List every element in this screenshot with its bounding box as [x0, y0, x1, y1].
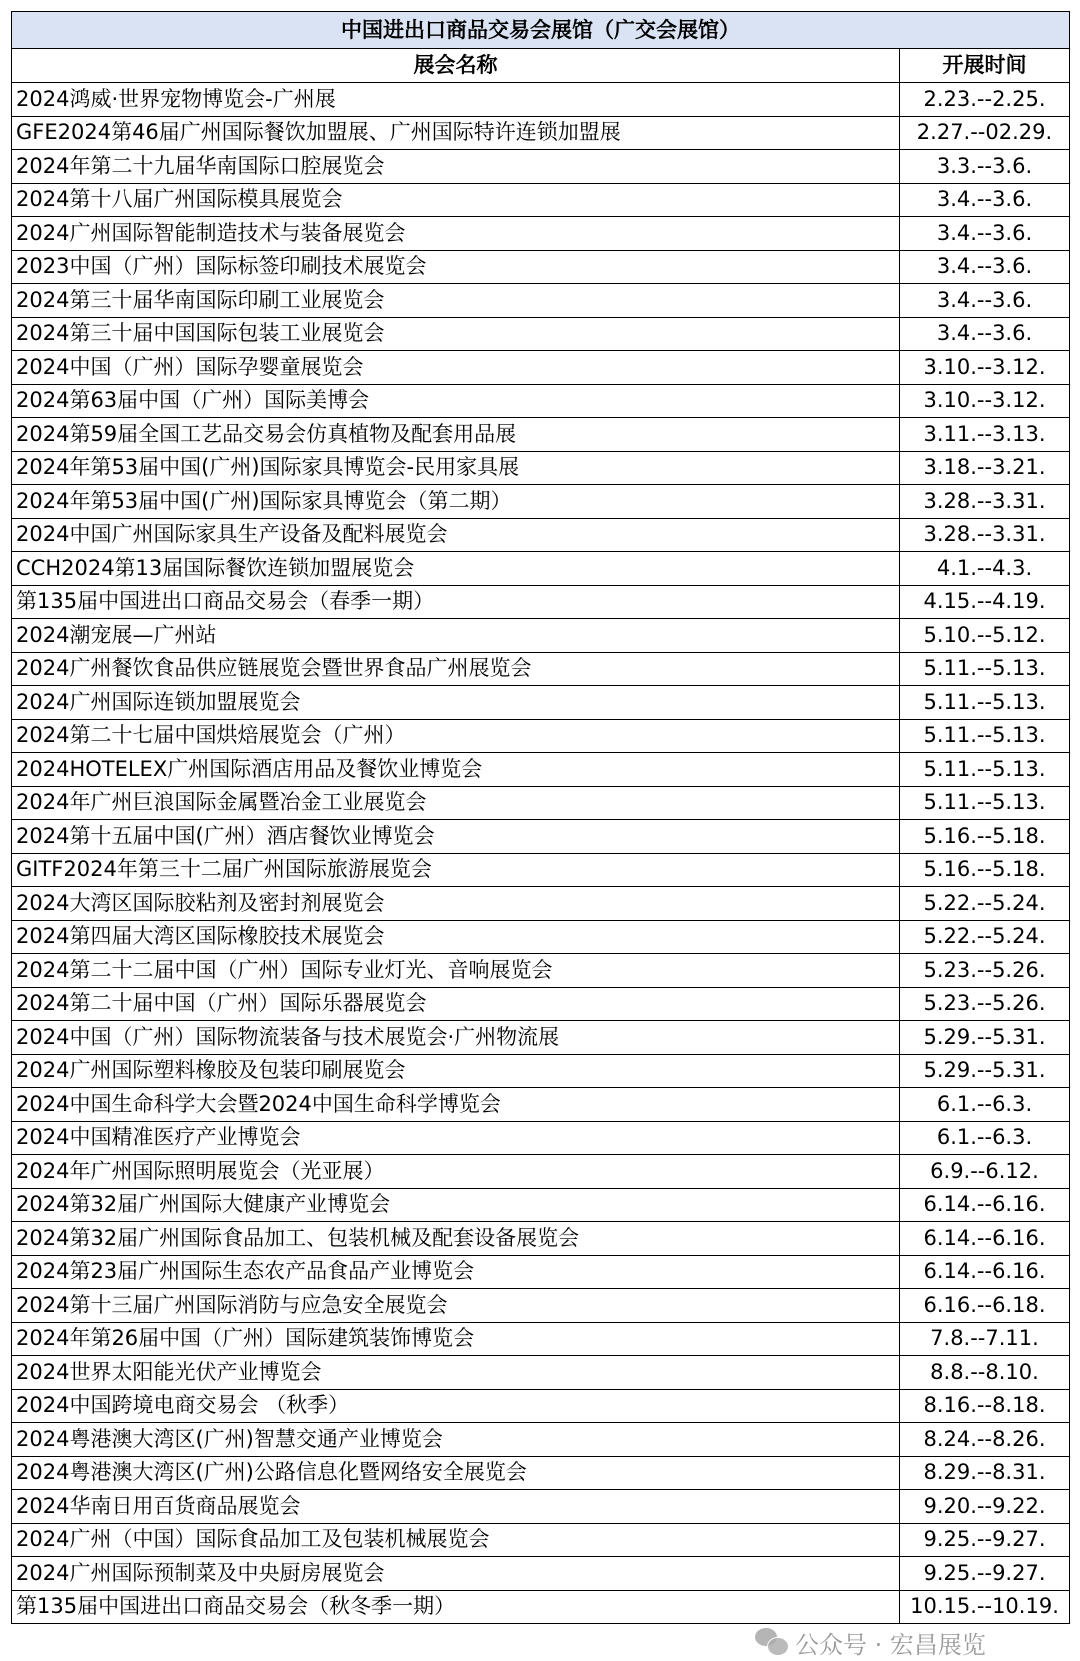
table-row [12, 451, 1070, 485]
exhibition-name-cell: 2024中国广州国际家具生产设备及配料展览会 [12, 518, 900, 552]
table-row [12, 1021, 1070, 1055]
exhibition-name-cell: 2024第二十七届中国烘焙展览会（广州） [12, 719, 900, 753]
exhibition-name-cell: 2024广州国际预制菜及中央厨房展览会 [12, 1557, 900, 1591]
exhibition-name-cell: 2024HOTELEX广州国际酒店用品及餐饮业博览会 [12, 753, 900, 787]
open-date-cell: 3.4.--3.6. [900, 317, 1070, 351]
table-row [12, 217, 1070, 251]
table-row [12, 987, 1070, 1021]
exhibition-name-cell: 2024大湾区国际胶粘剂及密封剂展览会 [12, 887, 900, 921]
open-date-cell: 5.29.--5.31. [900, 1021, 1070, 1055]
open-date-cell: 5.11.--5.13. [900, 686, 1070, 720]
exhibition-table-body [12, 12, 1070, 1624]
wechat-watermark [755, 1625, 986, 1659]
exhibition-name-cell: 2024世界太阳能光伏产业博览会 [12, 1356, 900, 1390]
open-date-cell: 8.29.--8.31. [900, 1456, 1070, 1490]
table-row [12, 317, 1070, 351]
table-row [12, 1456, 1070, 1490]
table-row [12, 1222, 1070, 1256]
open-date-cell: 3.28.--3.31. [900, 518, 1070, 552]
table-row [12, 1389, 1070, 1423]
open-date-cell: 5.22.--5.24. [900, 887, 1070, 921]
exhibition-name-cell: 2024粤港澳大湾区(广州)公路信息化暨网络安全展览会 [12, 1456, 900, 1490]
exhibition-name-cell: 2024中国（广州）国际物流装备与技术展览会·广州物流展 [12, 1021, 900, 1055]
table-row [12, 485, 1070, 519]
open-date-cell: 3.18.--3.21. [900, 451, 1070, 485]
exhibition-name-cell: 2024第59届全国工艺品交易会仿真植物及配套用品展 [12, 418, 900, 452]
exhibition-name-cell: 2024第二十二届中国（广州）国际专业灯光、音响展览会 [12, 954, 900, 988]
open-date-cell: 10.15.--10.19. [900, 1590, 1070, 1624]
open-date-cell: 5.11.--5.13. [900, 786, 1070, 820]
exhibition-name-cell: 2024广州餐饮食品供应链展览会暨世界食品广州展览会 [12, 652, 900, 686]
table-row [12, 1054, 1070, 1088]
open-date-cell: 5.23.--5.26. [900, 987, 1070, 1021]
table-title: 中国进出口商品交易会展馆（广交会展馆） [12, 12, 1070, 49]
exhibition-name-cell: 2024中国跨境电商交易会 （秋季） [12, 1389, 900, 1423]
table-header-row [12, 49, 1070, 83]
table-row [12, 284, 1070, 318]
open-date-cell: 6.16.--6.18. [900, 1289, 1070, 1323]
open-date-cell: 9.20.--9.22. [900, 1490, 1070, 1524]
open-date-cell: 2.23.--2.25. [900, 83, 1070, 117]
exhibition-name-cell: 2024第十五届中国(广州）酒店餐饮业博览会 [12, 820, 900, 854]
open-date-cell: 7.8.--7.11. [900, 1322, 1070, 1356]
table-row [12, 786, 1070, 820]
exhibition-name-cell: 第135届中国进出口商品交易会（秋冬季一期） [12, 1590, 900, 1624]
open-date-cell: 5.16.--5.18. [900, 853, 1070, 887]
table-row [12, 1188, 1070, 1222]
header-exhibition-name: 展会名称 [12, 49, 900, 83]
table-row [12, 585, 1070, 619]
table-row [12, 1490, 1070, 1524]
exhibition-name-cell: 2024年第二十九届华南国际口腔展览会 [12, 150, 900, 184]
table-row [12, 1590, 1070, 1624]
exhibition-name-cell: 2024年第26届中国（广州）国际建筑装饰博览会 [12, 1322, 900, 1356]
table-row [12, 920, 1070, 954]
exhibition-name-cell: 2024第二十届中国（广州）国际乐器展览会 [12, 987, 900, 1021]
exhibition-name-cell: 2024年第53届中国(广州)国际家具博览会（第二期） [12, 485, 900, 519]
table-row [12, 1423, 1070, 1457]
open-date-cell: 6.1.--6.3. [900, 1088, 1070, 1122]
open-date-cell: 3.3.--3.6. [900, 150, 1070, 184]
table-row [12, 1523, 1070, 1557]
table-row [12, 1322, 1070, 1356]
exhibition-name-cell: 2024年广州巨浪国际金属暨冶金工业展览会 [12, 786, 900, 820]
exhibition-name-cell: 2024鸿威·世界宠物博览会-广州展 [12, 83, 900, 117]
exhibition-name-cell: 2024年广州国际照明展览会（光亚展） [12, 1155, 900, 1189]
open-date-cell: 3.11.--3.13. [900, 418, 1070, 452]
table-row [12, 954, 1070, 988]
exhibition-name-cell: 2024第32届广州国际食品加工、包装机械及配套设备展览会 [12, 1222, 900, 1256]
table-row [12, 686, 1070, 720]
table-row [12, 619, 1070, 653]
exhibition-name-cell: 2024广州国际智能制造技术与装备展览会 [12, 217, 900, 251]
exhibition-name-cell: 2024第63届中国（广州）国际美博会 [12, 384, 900, 418]
table-row [12, 753, 1070, 787]
table-row [12, 1121, 1070, 1155]
open-date-cell: 3.4.--3.6. [900, 183, 1070, 217]
table-row [12, 1289, 1070, 1323]
open-date-cell: 5.22.--5.24. [900, 920, 1070, 954]
table-row [12, 719, 1070, 753]
exhibition-name-cell: 2023中国（广州）国际标签印刷技术展览会 [12, 250, 900, 284]
table-row [12, 518, 1070, 552]
exhibition-name-cell: 2024中国精准医疗产业博览会 [12, 1121, 900, 1155]
open-date-cell: 3.4.--3.6. [900, 250, 1070, 284]
exhibition-name-cell: 2024中国（广州）国际孕婴童展览会 [12, 351, 900, 385]
open-date-cell: 3.4.--3.6. [900, 217, 1070, 251]
exhibition-name-cell: 2024粤港澳大湾区(广州)智慧交通产业博览会 [12, 1423, 900, 1457]
table-title-row [12, 12, 1070, 49]
open-date-cell: 4.1.--4.3. [900, 552, 1070, 586]
open-date-cell: 3.10.--3.12. [900, 384, 1070, 418]
exhibition-name-cell: 第135届中国进出口商品交易会（春季一期） [12, 585, 900, 619]
open-date-cell: 3.4.--3.6. [900, 284, 1070, 318]
open-date-cell: 8.8.--8.10. [900, 1356, 1070, 1390]
exhibition-name-cell: 2024潮宠展—广州站 [12, 619, 900, 653]
open-date-cell: 9.25.--9.27. [900, 1523, 1070, 1557]
exhibition-name-cell: 2024华南日用百货商品展览会 [12, 1490, 900, 1524]
table-row [12, 250, 1070, 284]
exhibition-name-cell: 2024广州国际塑料橡胶及包装印刷展览会 [12, 1054, 900, 1088]
exhibition-name-cell: 2024广州（中国）国际食品加工及包装机械展览会 [12, 1523, 900, 1557]
exhibition-table [11, 11, 1070, 1624]
open-date-cell: 9.25.--9.27. [900, 1557, 1070, 1591]
exhibition-name-cell: 2024第十三届广州国际消防与应急安全展览会 [12, 1289, 900, 1323]
table-row [12, 853, 1070, 887]
exhibition-name-cell: 2024第三十届华南国际印刷工业展览会 [12, 284, 900, 318]
open-date-cell: 5.23.--5.26. [900, 954, 1070, 988]
table-row [12, 150, 1070, 184]
table-row [12, 1255, 1070, 1289]
open-date-cell: 5.29.--5.31. [900, 1054, 1070, 1088]
open-date-cell: 5.11.--5.13. [900, 719, 1070, 753]
exhibition-name-cell: 2024第23届广州国际生态农产品食品产业博览会 [12, 1255, 900, 1289]
exhibition-name-cell: 2024中国生命科学大会暨2024中国生命科学博览会 [12, 1088, 900, 1122]
table-row [12, 116, 1070, 150]
open-date-cell: 6.14.--6.16. [900, 1188, 1070, 1222]
open-date-cell: 5.16.--5.18. [900, 820, 1070, 854]
open-date-cell: 5.11.--5.13. [900, 652, 1070, 686]
header-open-date: 开展时间 [900, 49, 1070, 83]
open-date-cell: 6.9.--6.12. [900, 1155, 1070, 1189]
open-date-cell: 6.14.--6.16. [900, 1222, 1070, 1256]
open-date-cell: 5.10.--5.12. [900, 619, 1070, 653]
open-date-cell: 6.1.--6.3. [900, 1121, 1070, 1155]
table-row [12, 1557, 1070, 1591]
open-date-cell: 8.16.--8.18. [900, 1389, 1070, 1423]
open-date-cell: 6.14.--6.16. [900, 1255, 1070, 1289]
open-date-cell: 2.27.--02.29. [900, 116, 1070, 150]
open-date-cell: 4.15.--4.19. [900, 585, 1070, 619]
table-row [12, 384, 1070, 418]
table-row [12, 1155, 1070, 1189]
table-row [12, 83, 1070, 117]
open-date-cell: 8.24.--8.26. [900, 1423, 1070, 1457]
table-row [12, 183, 1070, 217]
table-row [12, 1088, 1070, 1122]
table-row [12, 418, 1070, 452]
exhibition-name-cell: 2024第32届广州国际大健康产业博览会 [12, 1188, 900, 1222]
exhibition-name-cell: 2024第三十届中国国际包装工业展览会 [12, 317, 900, 351]
open-date-cell: 5.11.--5.13. [900, 753, 1070, 787]
table-row [12, 887, 1070, 921]
exhibition-name-cell: 2024广州国际连锁加盟展览会 [12, 686, 900, 720]
exhibition-name-cell: GFE2024第46届广州国际餐饮加盟展、广州国际特许连锁加盟展 [12, 116, 900, 150]
exhibition-name-cell: 2024第四届大湾区国际橡胶技术展览会 [12, 920, 900, 954]
table-row [12, 1356, 1070, 1390]
wechat-icon [755, 1628, 789, 1656]
table-row [12, 820, 1070, 854]
exhibition-name-cell: GITF2024年第三十二届广州国际旅游展览会 [12, 853, 900, 887]
table-row [12, 652, 1070, 686]
exhibition-name-cell: 2024年第53届中国(广州)国际家具博览会-民用家具展 [12, 451, 900, 485]
open-date-cell: 3.10.--3.12. [900, 351, 1070, 385]
table-row [12, 552, 1070, 586]
exhibition-name-cell: CCH2024第13届国际餐饮连锁加盟展览会 [12, 552, 900, 586]
watermark-text: 公众号 · 宏昌展览 [795, 1630, 986, 1659]
table-row [12, 351, 1070, 385]
open-date-cell: 3.28.--3.31. [900, 485, 1070, 519]
exhibition-name-cell: 2024第十八届广州国际模具展览会 [12, 183, 900, 217]
